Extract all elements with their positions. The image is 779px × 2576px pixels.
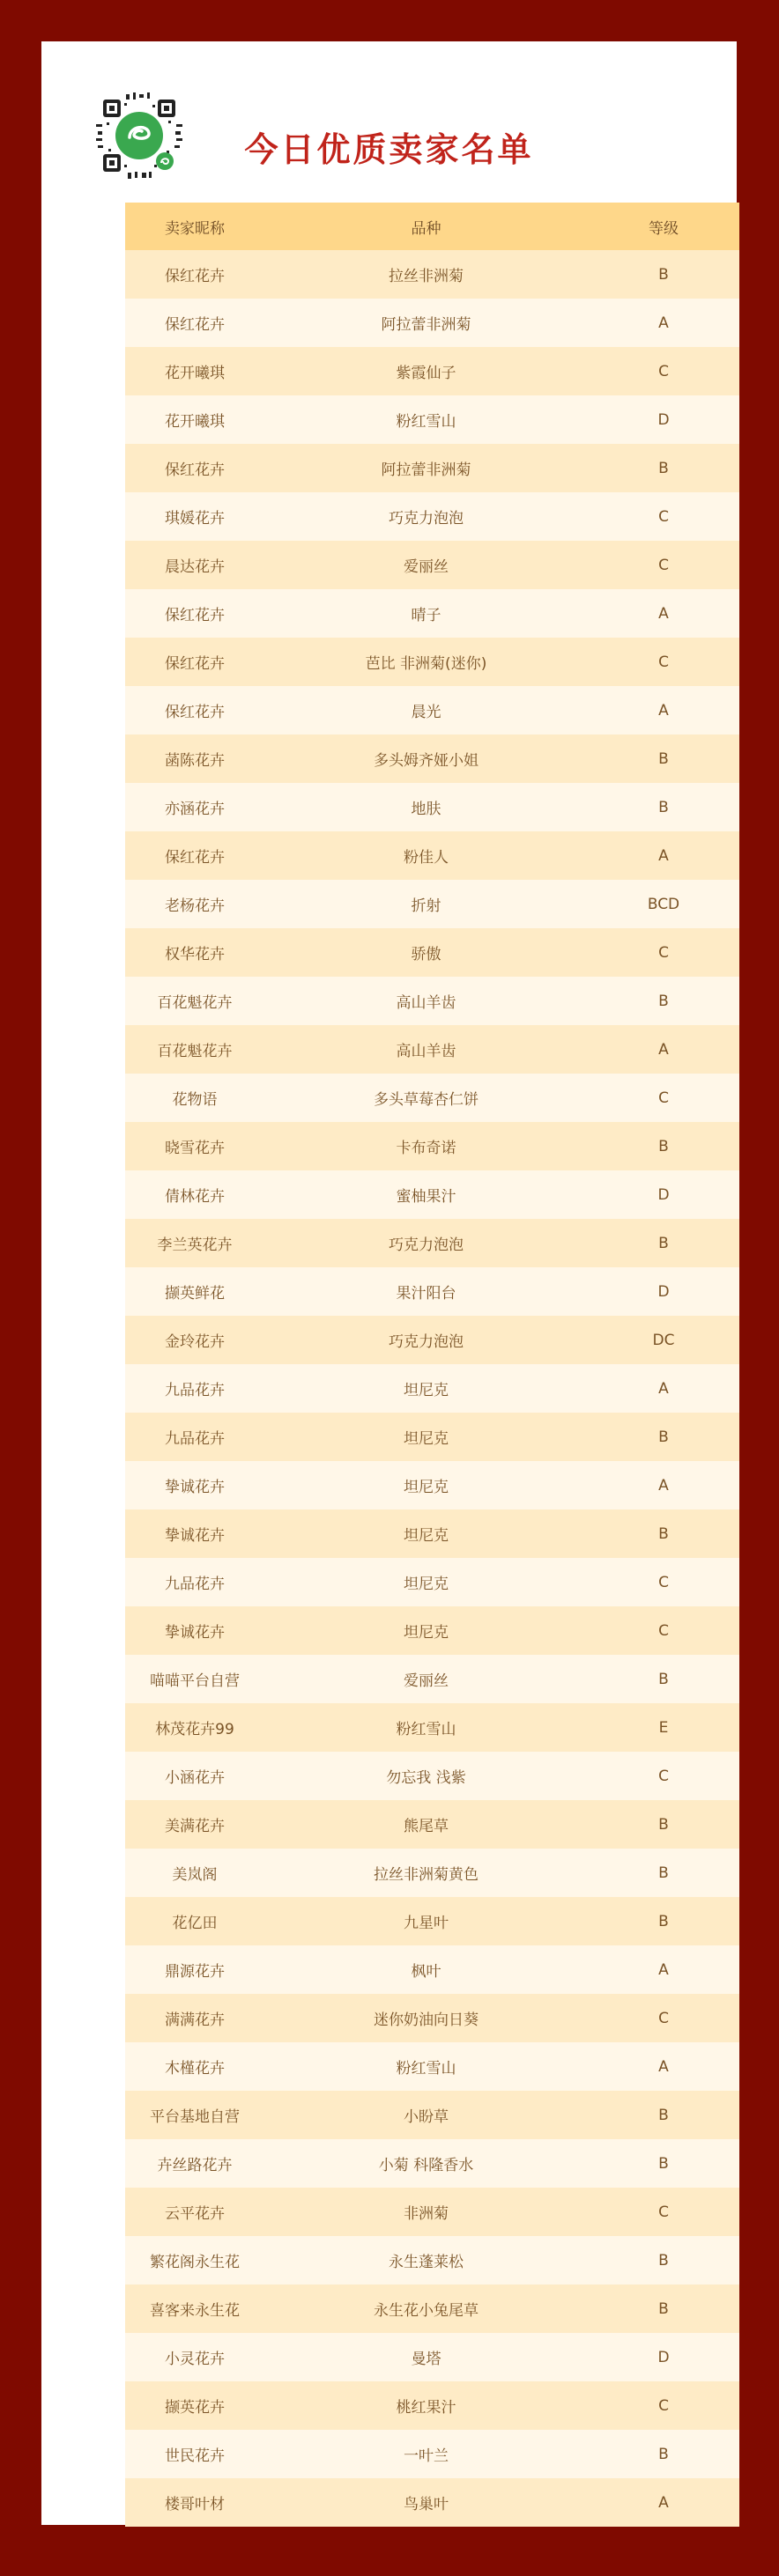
table-row <box>125 1752 739 1800</box>
variety-cell: 多头姆齐娅小姐 <box>264 734 588 783</box>
variety-cell: 粉佳人 <box>264 831 588 880</box>
grade-cell: C <box>588 928 739 977</box>
seller-name-cell: 喜客来永生花 <box>125 2284 264 2333</box>
grade-cell: C <box>588 1752 739 1800</box>
variety-cell: 紫霞仙子 <box>264 347 588 395</box>
seller-name-cell: 倩林花卉 <box>125 1170 264 1219</box>
grade-cell: B <box>588 977 739 1025</box>
seller-name-cell: 花亿田 <box>125 1897 264 1945</box>
table-row <box>125 1606 739 1655</box>
table-row <box>125 638 739 686</box>
grade-cell: B <box>588 2236 739 2284</box>
seller-name-cell: 九品花卉 <box>125 1413 264 1461</box>
grade-cell: C <box>588 492 739 541</box>
grade-cell: B <box>588 2091 739 2139</box>
variety-cell: 坦尼克 <box>264 1509 588 1558</box>
variety-cell: 坦尼克 <box>264 1558 588 1606</box>
table-row <box>125 444 739 492</box>
variety-cell: 粉红雪山 <box>264 1703 588 1752</box>
table-header-row <box>125 203 739 250</box>
table-row <box>125 1413 739 1461</box>
grade-cell: E <box>588 1703 739 1752</box>
table-row <box>125 880 739 928</box>
variety-cell: 巧克力泡泡 <box>264 1316 588 1364</box>
variety-cell: 勿忘我 浅紫 <box>264 1752 588 1800</box>
seller-name-cell: 云平花卉 <box>125 2188 264 2236</box>
variety-cell: 枫叶 <box>264 1945 588 1994</box>
table-row <box>125 2478 739 2527</box>
table-row <box>125 1703 739 1752</box>
table-row <box>125 1364 739 1413</box>
table-row <box>125 2188 739 2236</box>
grade-cell: A <box>588 2478 739 2527</box>
variety-cell: 鸟巢叶 <box>264 2478 588 2527</box>
table-row <box>125 831 739 880</box>
variety-cell: 巧克力泡泡 <box>264 492 588 541</box>
variety-cell: 晨光 <box>264 686 588 734</box>
variety-cell: 爱丽丝 <box>264 1655 588 1703</box>
table-row <box>125 589 739 638</box>
seller-name-cell: 美满花卉 <box>125 1800 264 1849</box>
seller-name-cell: 鼎源花卉 <box>125 1945 264 1994</box>
table-row <box>125 1267 739 1316</box>
grade-cell: B <box>588 1800 739 1849</box>
grade-cell: B <box>588 1219 739 1267</box>
table-row <box>125 928 739 977</box>
seller-name-cell: 小灵花卉 <box>125 2333 264 2381</box>
variety-cell: 巧克力泡泡 <box>264 1219 588 1267</box>
table-header <box>125 203 739 250</box>
table-row <box>125 1945 739 1994</box>
variety-cell: 非洲菊 <box>264 2188 588 2236</box>
seller-name-cell: 撷英花卉 <box>125 2381 264 2430</box>
table-row <box>125 1509 739 1558</box>
seller-name-cell: 挚诚花卉 <box>125 1461 264 1509</box>
grade-cell: A <box>588 2042 739 2091</box>
seller-name-cell: 亦涵花卉 <box>125 783 264 831</box>
grade-cell: C <box>588 541 739 589</box>
table-row <box>125 2381 739 2430</box>
seller-table-container <box>125 203 739 2527</box>
table-row <box>125 299 739 347</box>
table-row <box>125 1849 739 1897</box>
variety-cell: 九星叶 <box>264 1897 588 1945</box>
table-row <box>125 2139 739 2188</box>
seller-name-cell: 百花魁花卉 <box>125 1025 264 1074</box>
seller-name-cell: 小涵花卉 <box>125 1752 264 1800</box>
grade-cell: C <box>588 1558 739 1606</box>
grade-cell: A <box>588 1461 739 1509</box>
seller-name-cell: 平台基地自营 <box>125 2091 264 2139</box>
grade-cell: BCD <box>588 880 739 928</box>
content-card <box>41 41 737 2525</box>
grade-cell: A <box>588 686 739 734</box>
table-row <box>125 2333 739 2381</box>
seller-name-cell: 世民花卉 <box>125 2430 264 2478</box>
table-row <box>125 250 739 299</box>
grade-cell: B <box>588 1849 739 1897</box>
grade-cell: B <box>588 1897 739 1945</box>
table-row <box>125 1994 739 2042</box>
table-row <box>125 2236 739 2284</box>
variety-cell: 迷你奶油向日葵 <box>264 1994 588 2042</box>
seller-name-cell: 保红花卉 <box>125 444 264 492</box>
seller-name-cell: 保红花卉 <box>125 831 264 880</box>
seller-name-cell: 楼哥叶材 <box>125 2478 264 2527</box>
variety-cell: 熊尾草 <box>264 1800 588 1849</box>
seller-name-cell: 李兰英花卉 <box>125 1219 264 1267</box>
table-row <box>125 347 739 395</box>
seller-name-cell: 卉丝路花卉 <box>125 2139 264 2188</box>
grade-cell: B <box>588 734 739 783</box>
seller-name-cell: 满满花卉 <box>125 1994 264 2042</box>
grade-cell: A <box>588 831 739 880</box>
column-header-grade: 等级 <box>588 203 739 250</box>
variety-cell: 爱丽丝 <box>264 541 588 589</box>
table-row <box>125 541 739 589</box>
grade-cell: C <box>588 1606 739 1655</box>
seller-name-cell: 九品花卉 <box>125 1558 264 1606</box>
grade-cell: B <box>588 444 739 492</box>
grade-cell: B <box>588 1655 739 1703</box>
seller-name-cell: 金玲花卉 <box>125 1316 264 1364</box>
variety-cell: 多头草莓杏仁饼 <box>264 1074 588 1122</box>
table-row <box>125 1461 739 1509</box>
variety-cell: 卡布奇诺 <box>264 1122 588 1170</box>
seller-name-cell: 喵喵平台自营 <box>125 1655 264 1703</box>
variety-cell: 骄傲 <box>264 928 588 977</box>
variety-cell: 高山羊齿 <box>264 1025 588 1074</box>
seller-name-cell: 保红花卉 <box>125 686 264 734</box>
variety-cell: 晴子 <box>264 589 588 638</box>
grade-cell: B <box>588 2284 739 2333</box>
seller-name-cell: 木槿花卉 <box>125 2042 264 2091</box>
seller-name-cell: 花开曦琪 <box>125 347 264 395</box>
column-header-seller: 卖家昵称 <box>125 203 264 250</box>
seller-name-cell: 挚诚花卉 <box>125 1509 264 1558</box>
grade-cell: B <box>588 2139 739 2188</box>
seller-name-cell: 晓雪花卉 <box>125 1122 264 1170</box>
table-row <box>125 734 739 783</box>
table-row <box>125 977 739 1025</box>
table-row <box>125 783 739 831</box>
seller-name-cell: 繁花阁永生花 <box>125 2236 264 2284</box>
seller-name-cell: 花物语 <box>125 1074 264 1122</box>
seller-name-cell: 九品花卉 <box>125 1364 264 1413</box>
grade-cell: D <box>588 395 739 444</box>
variety-cell: 果汁阳台 <box>264 1267 588 1316</box>
table-row <box>125 1558 739 1606</box>
grade-cell: B <box>588 783 739 831</box>
table-row <box>125 2430 739 2478</box>
seller-name-cell: 权华花卉 <box>125 928 264 977</box>
variety-cell: 一叶兰 <box>264 2430 588 2478</box>
seller-name-cell: 花开曦琪 <box>125 395 264 444</box>
grade-cell: D <box>588 1267 739 1316</box>
seller-name-cell: 保红花卉 <box>125 299 264 347</box>
variety-cell: 地肤 <box>264 783 588 831</box>
variety-cell: 曼塔 <box>264 2333 588 2381</box>
seller-table <box>125 203 739 2527</box>
seller-name-cell: 美岚阁 <box>125 1849 264 1897</box>
table-row <box>125 1219 739 1267</box>
table-row <box>125 1800 739 1849</box>
grade-cell: D <box>588 2333 739 2381</box>
grade-cell: C <box>588 2188 739 2236</box>
table-row <box>125 1074 739 1122</box>
variety-cell: 粉红雪山 <box>264 395 588 444</box>
variety-cell: 阿拉蕾非洲菊 <box>264 444 588 492</box>
grade-cell: B <box>588 1413 739 1461</box>
variety-cell: 永生蓬莱松 <box>264 2236 588 2284</box>
table-body <box>125 250 739 2527</box>
variety-cell: 芭比 非洲菊(迷你) <box>264 638 588 686</box>
seller-name-cell: 撷英鲜花 <box>125 1267 264 1316</box>
grade-cell: B <box>588 1509 739 1558</box>
column-header-variety: 品种 <box>264 203 588 250</box>
seller-name-cell: 晨达花卉 <box>125 541 264 589</box>
table-row <box>125 492 739 541</box>
seller-name-cell: 菡陈花卉 <box>125 734 264 783</box>
grade-cell: A <box>588 1025 739 1074</box>
seller-name-cell: 保红花卉 <box>125 638 264 686</box>
variety-cell: 拉丝非洲菊黄色 <box>264 1849 588 1897</box>
table-row <box>125 1122 739 1170</box>
variety-cell: 坦尼克 <box>264 1413 588 1461</box>
table-row <box>125 1025 739 1074</box>
variety-cell: 坦尼克 <box>264 1364 588 1413</box>
grade-cell: C <box>588 347 739 395</box>
variety-cell: 蜜柚果汁 <box>264 1170 588 1219</box>
table-row <box>125 395 739 444</box>
table-row <box>125 2284 739 2333</box>
seller-name-cell: 老杨花卉 <box>125 880 264 928</box>
table-row <box>125 1897 739 1945</box>
grade-cell: DC <box>588 1316 739 1364</box>
grade-cell: C <box>588 638 739 686</box>
page-title: 今日优质卖家名单 <box>244 130 534 169</box>
table-row <box>125 2091 739 2139</box>
variety-cell: 阿拉蕾非洲菊 <box>264 299 588 347</box>
grade-cell: A <box>588 1945 739 1994</box>
variety-cell: 坦尼克 <box>264 1461 588 1509</box>
grade-cell: A <box>588 589 739 638</box>
grade-cell: A <box>588 299 739 347</box>
seller-name-cell: 保红花卉 <box>125 589 264 638</box>
grade-cell: A <box>588 1364 739 1413</box>
grade-cell: C <box>588 1074 739 1122</box>
grade-cell: C <box>588 2381 739 2430</box>
variety-cell: 永生花小兔尾草 <box>264 2284 588 2333</box>
table-row <box>125 686 739 734</box>
grade-cell: B <box>588 250 739 299</box>
grade-cell: D <box>588 1170 739 1219</box>
variety-cell: 高山羊齿 <box>264 977 588 1025</box>
seller-name-cell: 琪媛花卉 <box>125 492 264 541</box>
variety-cell: 折射 <box>264 880 588 928</box>
seller-name-cell: 挚诚花卉 <box>125 1606 264 1655</box>
table-row <box>125 1655 739 1703</box>
variety-cell: 小盼草 <box>264 2091 588 2139</box>
grade-cell: B <box>588 2430 739 2478</box>
variety-cell: 拉丝非洲菊 <box>264 250 588 299</box>
variety-cell: 粉红雪山 <box>264 2042 588 2091</box>
table-row <box>125 2042 739 2091</box>
grade-cell: C <box>588 1994 739 2042</box>
seller-name-cell: 林茂花卉99 <box>125 1703 264 1752</box>
grade-cell: B <box>588 1122 739 1170</box>
variety-cell: 桃红果汁 <box>264 2381 588 2430</box>
seller-name-cell: 百花魁花卉 <box>125 977 264 1025</box>
table-row <box>125 1316 739 1364</box>
variety-cell: 坦尼克 <box>264 1606 588 1655</box>
variety-cell: 小菊 科隆香水 <box>264 2139 588 2188</box>
table-row <box>125 1170 739 1219</box>
seller-name-cell: 保红花卉 <box>125 250 264 299</box>
